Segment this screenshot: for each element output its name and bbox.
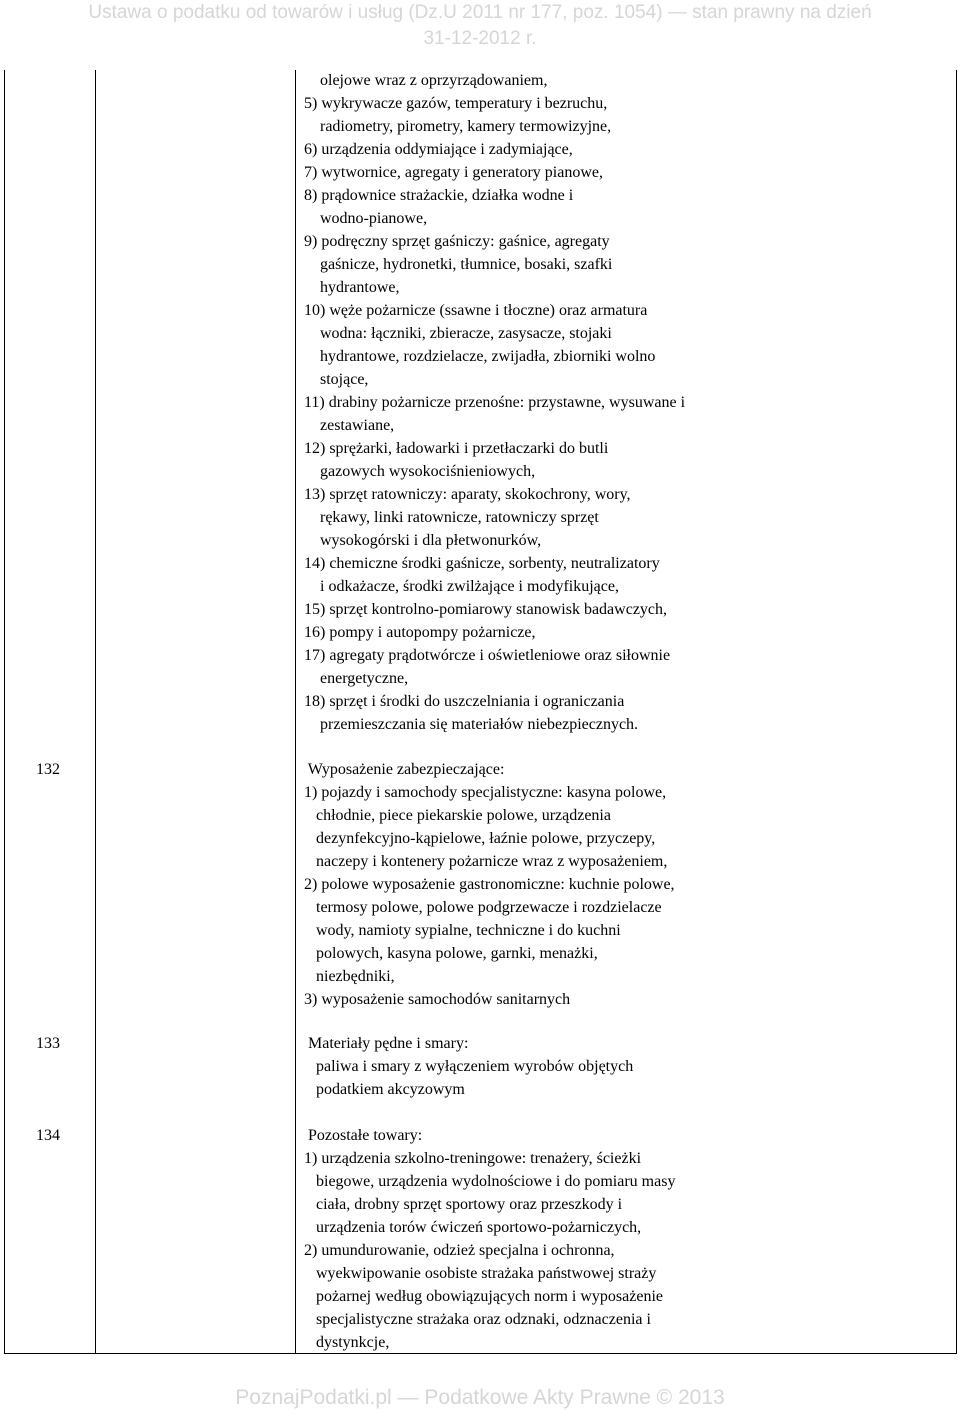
text-line: 10) węże pożarnicze (ssawne i tłoczne) oraz armatura — [304, 302, 648, 319]
text-line: pożarnej według obowiązujących norm i wyposażenie — [304, 1288, 663, 1305]
text-line: wodno-pianowe, — [304, 210, 428, 227]
text-line: 17) agregaty prądotwórcze i oświetleniowe oraz siłownie — [304, 647, 671, 664]
text-line: 11) drabiny pożarnicze przenośne: przystawne, wysuwane i — [304, 394, 686, 411]
table-left-border — [4, 70, 5, 1354]
text-line: wody, namioty sypialne, techniczne i do kuchni — [304, 922, 621, 939]
text-line: 15) sprzęt kontrolno-pomiarowy stanowisk badawczych, — [304, 601, 668, 618]
text-line: chłodnie, piece piekarskie polowe, urządzenia — [304, 807, 611, 824]
text-line: naczepy i kontenery pożarnicze wraz z wyposażeniem, — [304, 853, 668, 870]
text-line: zestawiane, — [304, 417, 395, 434]
text-line: gazowych wysokociśnieniowych, — [304, 463, 536, 480]
text-line: paliwa i smary z wyłączeniem wyrobów objętych — [304, 1058, 634, 1075]
text-line: radiometry, pirometry, kamery termowizyjne, — [304, 118, 612, 135]
header-title-line: Ustawa o podatku od towarów i usług (Dz.U 2011 nr 177, poz. 1054) — stan prawny na dzień — [88, 2, 872, 23]
row-number-133: 133 — [36, 1035, 60, 1052]
text-line: 12) sprężarki, ładowarki i przetłaczarki do butli — [304, 440, 609, 457]
text-line: wodna: łączniki, zbieracze, zasysacze, stojaki — [304, 325, 612, 342]
page-footer: PoznajPodatki.pl — Podatkowe Akty Prawne © 2013 — [235, 1386, 725, 1409]
text-line: urządzenia torów ćwiczeń sportowo-pożarniczych, — [304, 1219, 642, 1236]
row-134-description — [304, 1124, 675, 1354]
text-line: stojące, — [304, 371, 369, 388]
text-line: Wyposażenie zabezpieczające: — [304, 761, 505, 778]
text-line: polowych, kasyna polowe, garnki, menażki, — [304, 945, 598, 962]
description-column-divider — [295, 70, 296, 1354]
text-line: 3) wyposażenie samochodów sanitarnych — [304, 991, 571, 1008]
text-line: 13) sprzęt ratowniczy: aparaty, skokochrony, wory, — [304, 486, 631, 503]
text-line: gaśnicze, hydronetki, tłumnice, bosaki, szafki — [304, 256, 613, 273]
text-line: 14) chemiczne środki gaśnicze, sorbenty, neutralizatory — [304, 555, 660, 572]
text-line: specjalistyczne strażaka oraz odznaki, odznaczenia i — [304, 1311, 651, 1328]
text-line: 9) podręczny sprzęt gaśniczy: gaśnice, agregaty — [304, 233, 610, 250]
text-line: 1) pojazdy i samochody specjalistyczne: kasyna polowe, — [304, 784, 667, 801]
text-line: podatkiem akcyzowym — [304, 1081, 465, 1098]
text-line: olejowe wraz z oprzyrządowaniem, — [304, 72, 548, 89]
text-line: Pozostałe towary: — [304, 1127, 423, 1144]
number-column-divider — [95, 70, 96, 1354]
text-line: energetyczne, — [304, 670, 409, 687]
text-line: 18) sprzęt i środki do uszczelniania i ograniczania — [304, 693, 625, 710]
text-line: dezynfekcyjno-kąpielowe, łaźnie polowe, przyczepy, — [304, 830, 656, 847]
text-line: hydrantowe, rozdzielacze, zwijadła, zbiorniki wolno — [304, 348, 656, 365]
text-line: rękawy, linki ratownicze, ratowniczy sprzęt — [304, 509, 599, 526]
row-number-132: 132 — [36, 761, 60, 778]
text-line: 1) urządzenia szkolno-treningowe: trenażery, ścieżki — [304, 1150, 642, 1167]
text-line: dystynkcje, — [304, 1334, 390, 1351]
continued-list — [304, 69, 685, 736]
text-line: biegowe, urządzenia wydolnościowe i do pomiaru masy — [304, 1173, 676, 1190]
text-line: niezbędniki, — [304, 968, 395, 985]
text-line: termosy polowe, polowe podgrzewacze i rozdzielacze — [304, 899, 662, 916]
text-line: 6) urządzenia oddymiające i zadymiające, — [304, 141, 573, 158]
text-line: przemieszczania się materiałów niebezpiecznych. — [304, 716, 639, 733]
text-line: 5) wykrywacze gazów, temperatury i bezruchu, — [304, 95, 608, 112]
text-line: 7) wytwornice, agregaty i generatory pianowe, — [304, 164, 603, 181]
row-number-134: 134 — [36, 1127, 60, 1144]
text-line: ciała, drobny sprzęt sportowy oraz przeszkody i — [304, 1196, 623, 1213]
text-line: 2) umundurowanie, odzież specjalna i ochronna, — [304, 1242, 615, 1259]
text-line: Materiały pędne i smary: — [304, 1035, 469, 1052]
text-line: hydrantowe, — [304, 279, 400, 296]
text-line: i odkażacze, środki zwilżające i modyfikujące, — [304, 578, 619, 595]
row-132-description — [304, 758, 675, 1011]
header-date-line: 31-12-2012 r. — [423, 28, 537, 49]
table-right-border — [956, 70, 957, 1354]
row-133-description — [304, 1032, 633, 1101]
text-line: 2) polowe wyposażenie gastronomiczne: kuchnie polowe, — [304, 876, 675, 893]
text-line: wysokogórski i dla płetwonurków, — [304, 532, 542, 549]
text-line: 16) pompy i autopompy pożarnicze, — [304, 624, 536, 641]
text-line: wyekwipowanie osobiste strażaka państwowej straży — [304, 1265, 657, 1282]
text-line: 8) prądownice strażackie, działka wodne i — [304, 187, 574, 204]
